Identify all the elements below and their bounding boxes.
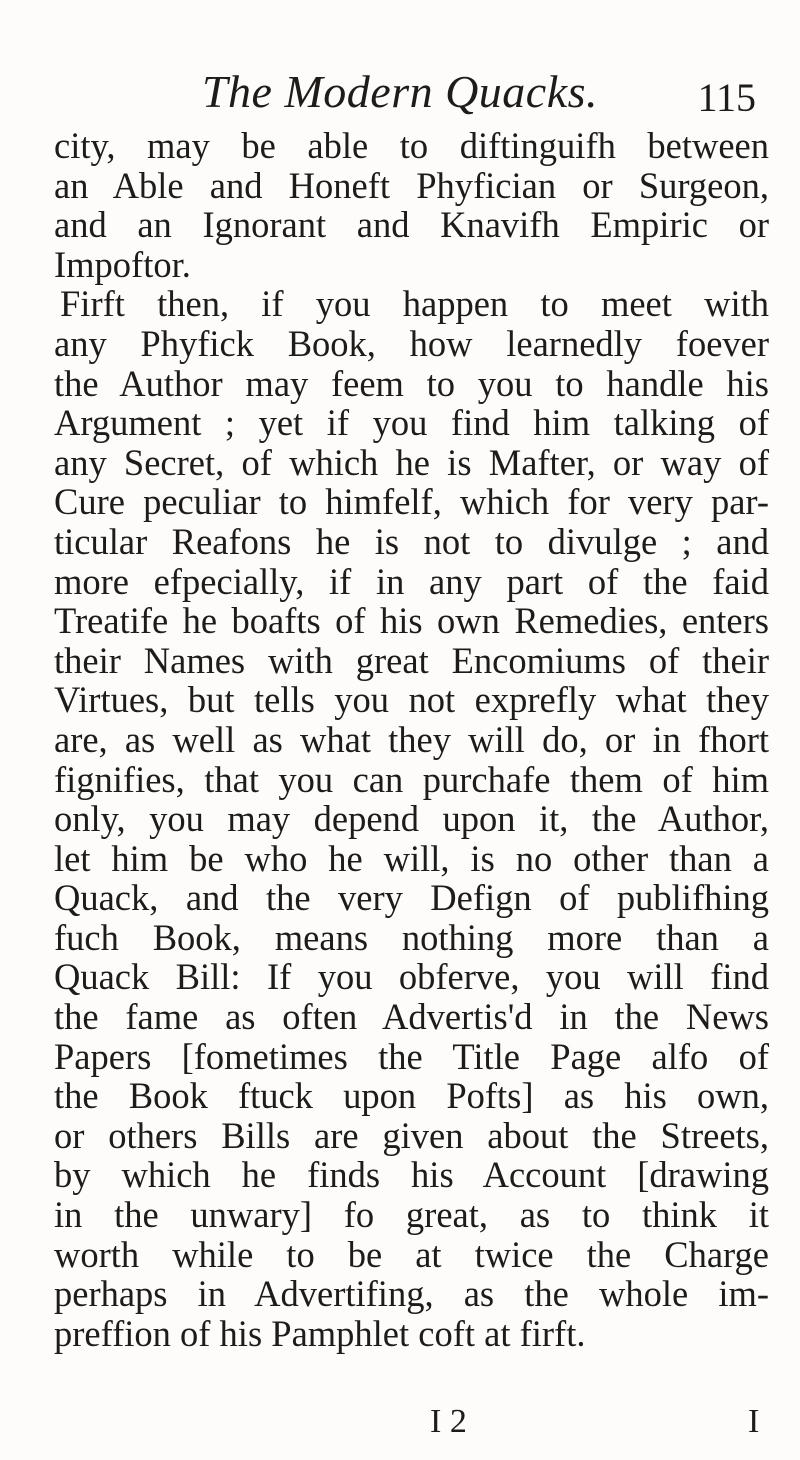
text-line: Argument ; yet if you find him talking of <box>54 402 769 444</box>
text-line: any Phyfick Book, how learnedly foever <box>54 322 769 364</box>
text-line: any Secret, of which he is Mafter, or way of <box>54 441 769 483</box>
text-line: Cure peculiar to himfelf, which for very par- <box>54 481 769 523</box>
text-line: preffion of his Pamphlet coft at firft. <box>54 1312 586 1354</box>
text-line: Quack, and the very Defign of publifhing <box>54 877 769 919</box>
text-line: worth while to be at twice the Charge <box>54 1233 769 1275</box>
text-line: fignifies, that you can purchafe them of him <box>54 758 769 800</box>
text-line: only, you may depend upon it, the Author, <box>54 798 769 840</box>
text-line: Firft then, if you happen to meet with <box>60 283 769 325</box>
text-line: by which he finds his Account [drawing <box>54 1154 769 1196</box>
text-line: Impoftor. <box>54 243 191 285</box>
signature-mark: I 2 <box>430 1403 467 1440</box>
text-line: the fame as often Advertis'd in the News <box>54 996 769 1038</box>
text-line: more efpecially, if in any part of the faid <box>54 560 769 602</box>
text-line: an Able and Honeft Phyfician or Surgeon, <box>54 164 769 206</box>
text-line: city, may be able to diftinguifh between <box>54 125 769 166</box>
text-line: their Names with great Encomiums of their <box>54 639 769 681</box>
text-line: in the unwary] fo great, as to think it <box>54 1194 769 1236</box>
page-footer <box>0 1402 800 1452</box>
text-line: perhaps in Advertifing, as the whole im- <box>54 1273 769 1315</box>
text-line: the Book ftuck upon Pofts] as his own, <box>54 1075 769 1117</box>
body-text <box>54 126 769 1353</box>
text-line: Treatife he boafts of his own Remedies, enters <box>54 600 769 642</box>
text-line: let him be who he will, is no other than a <box>54 837 769 879</box>
text-line: the Author may feem to you to handle his <box>54 362 769 404</box>
text-line: or others Bills are given about the Streets, <box>54 1114 769 1156</box>
text-line: Papers [fometimes the Title Page alfo of <box>54 1035 769 1077</box>
text-line: and an Ignorant and Knavifh Empiric or <box>54 204 769 246</box>
text-line: Virtues, but tells you not exprefly what they <box>54 679 769 721</box>
text-line: Quack Bill: If you obferve, you will find <box>54 956 769 998</box>
text-line: ticular Reafons he is not to divulge ; and <box>54 520 769 562</box>
page-number: 115 <box>697 75 756 120</box>
page-header <box>0 62 800 122</box>
running-title: The Modern Quacks. <box>201 66 599 117</box>
text-line: are, as well as what they will do, or in fhort <box>54 718 769 760</box>
text-line: fuch Book, means nothing more than a <box>54 916 769 958</box>
catchword: I <box>748 1403 760 1440</box>
